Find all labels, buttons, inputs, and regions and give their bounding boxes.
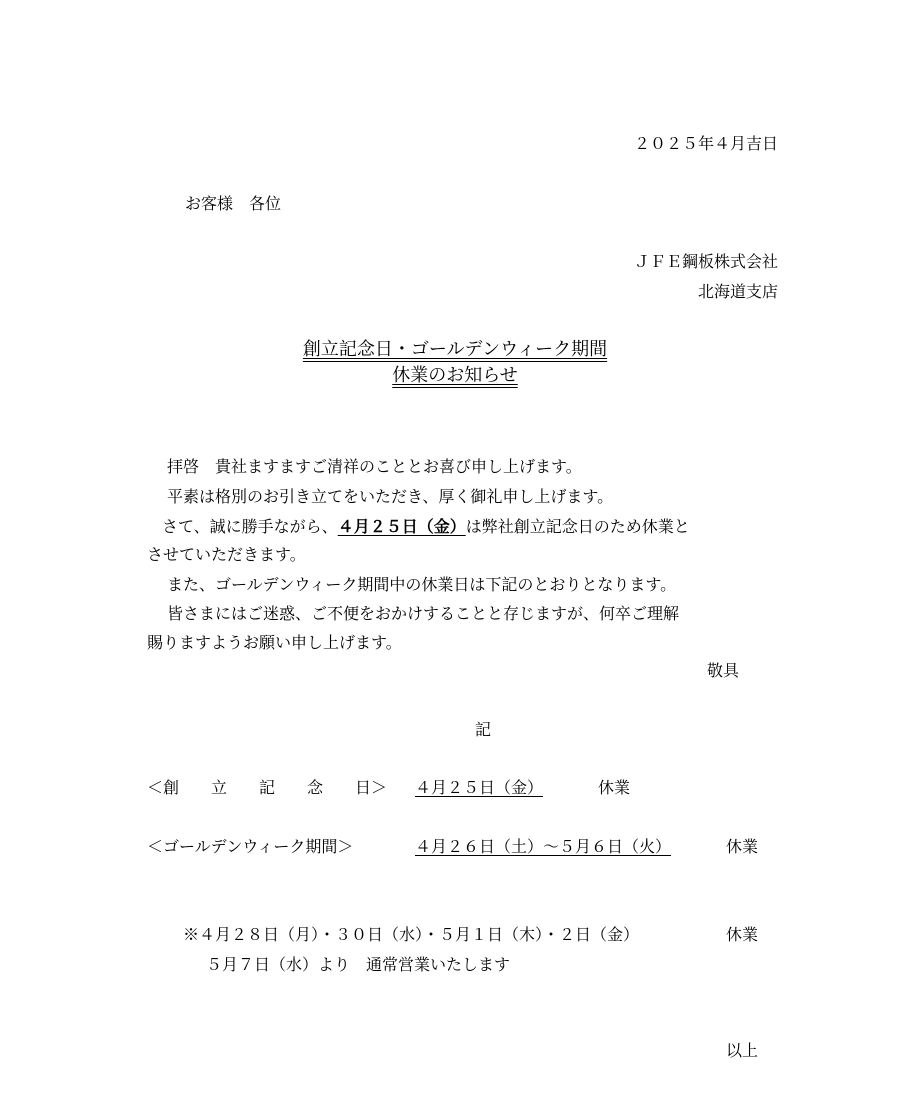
schedule-label-golden-week: ＜ゴールデンウィーク期間＞ <box>147 837 354 856</box>
addressee: お客様 各位 <box>185 194 282 213</box>
title-line-1: 創立記念日・ゴールデンウィーク期間 <box>302 339 608 360</box>
body-paragraph-5: 皆さまにはご迷惑、ご不便をおかけすることと存じますが、何卒ご理解 <box>167 604 680 623</box>
body-paragraph-2: 平素は格別のお引き立てをいただき、厚く御礼申し上げます。 <box>167 487 614 506</box>
body-paragraph-3-post: は弊社創立記念日のため休業と <box>465 517 690 536</box>
schedule-status-anniversary: 休業 <box>598 778 631 797</box>
schedule-status-golden-week: 休業 <box>726 837 759 856</box>
body-paragraph-3 <box>162 517 690 537</box>
schedule-label-anniversary: ＜創 立 記 念 日＞ <box>147 778 388 797</box>
end-ijou: 以上 <box>726 1041 759 1060</box>
title-line-2: 休業のお知らせ <box>392 365 518 386</box>
schedule-date-anniversary: ４月２５日（金） <box>415 778 544 797</box>
ki-heading: 記 <box>474 720 491 739</box>
sender-branch: 北海道支店 <box>697 282 778 301</box>
issue-date: ２０２５年４月吉日 <box>633 134 778 153</box>
note-status: 休業 <box>726 925 759 944</box>
schedule-date-golden-week: ４月２６日（土）～５月６日（火） <box>415 837 672 856</box>
body-paragraph-1: 拝啓 貴社ますますご清祥のこととお喜び申し上げます。 <box>167 457 582 476</box>
note-dates: ※４月２８日（月）・３０日（水）・５月１日（木）・２日（金） <box>183 925 640 944</box>
closing-keigu: 敬具 <box>707 661 740 680</box>
anniversary-date: ４月２５日（金） <box>337 517 466 536</box>
body-paragraph-3-pre: さて、誠に勝手ながら、 <box>162 517 338 536</box>
notice-title <box>0 337 910 389</box>
note-resume: ５月７日（水）より 通常営業いたします <box>206 955 511 974</box>
body-paragraph-5-continued: 賜りますようお願い申し上げます。 <box>147 633 402 652</box>
body-paragraph-4: また、ゴールデンウィーク期間中の休業日は下記のとおりとなります。 <box>167 575 677 594</box>
body-paragraph-3-continued: させていただきます。 <box>147 545 306 564</box>
sender-company: ＪＦＥ鋼板株式会社 <box>633 252 778 271</box>
